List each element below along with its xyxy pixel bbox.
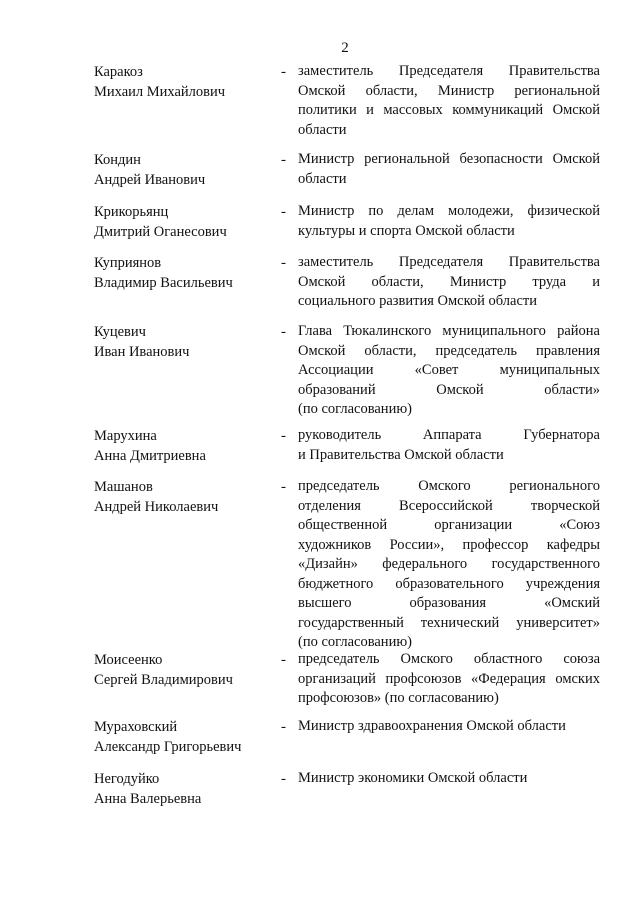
role-line: высшего образования «Омский [298, 595, 600, 611]
member-given-names: Михаил Михайлович [94, 84, 226, 100]
list-dash: - [281, 479, 286, 495]
member-name [94, 150, 274, 190]
member-name [94, 650, 274, 690]
member-role [298, 769, 600, 789]
member-given-names: Анна Валерьевна [94, 791, 202, 807]
member-name [94, 769, 274, 809]
member-given-names: Александр Григорьевич [94, 739, 242, 755]
role-line: (по согласованию) [298, 401, 412, 417]
role-line: (по согласованию) [298, 634, 412, 650]
role-line: Министр региональной безопасности Омской [298, 151, 600, 167]
member-role [298, 62, 600, 140]
member-role [298, 717, 600, 737]
list-dash: - [281, 719, 286, 735]
member-surname: Кондин [94, 152, 141, 168]
member-name [94, 62, 274, 102]
member-role [298, 150, 600, 189]
role-line: заместитель Председателя Правительства [298, 254, 600, 270]
member-surname: Крикорьянц [94, 204, 169, 220]
member-surname: Машанов [94, 479, 153, 495]
member-given-names: Дмитрий Оганесович [94, 224, 227, 240]
member-role [298, 426, 600, 465]
member-name [94, 426, 274, 466]
member-name [94, 717, 274, 757]
list-dash: - [281, 771, 286, 787]
member-surname: Каракоз [94, 64, 143, 80]
role-line: социального развития Омской области [298, 293, 537, 309]
member-name [94, 477, 274, 517]
role-line: общественной организации «Союз [298, 517, 600, 533]
role-line: Министр здравоохранения Омской области [298, 718, 566, 734]
member-name [94, 202, 274, 242]
role-line: Ассоциации «Совет муниципальных [298, 362, 600, 378]
member-name [94, 253, 274, 293]
role-line: председатель Омского областного союза [298, 651, 600, 667]
role-line: области [298, 170, 347, 187]
role-line: Омской области, Министр труда и [298, 273, 600, 290]
role-line: государственный технический университет» [298, 614, 600, 631]
list-dash: - [281, 64, 286, 80]
role-line: культуры и спорта Омской области [298, 222, 515, 239]
member-role [298, 253, 600, 312]
member-given-names: Анна Дмитриевна [94, 448, 206, 464]
role-line: образований Омской области» [298, 381, 600, 398]
role-line: отделения Всероссийской творческой [298, 497, 600, 514]
role-line: Министр по делам молодежи, физической [298, 203, 600, 219]
member-surname: Мураховский [94, 719, 178, 735]
role-line: председатель Омского регионального [298, 478, 600, 494]
member-surname: Куцевич [94, 324, 146, 340]
role-line: бюджетного образовательного учреждения [298, 575, 600, 592]
role-line: профсоюзов» (по согласованию) [298, 690, 499, 706]
list-dash: - [281, 152, 286, 168]
member-given-names: Владимир Васильевич [94, 275, 233, 291]
member-name [94, 322, 274, 362]
list-dash: - [281, 652, 286, 668]
member-role [298, 202, 600, 241]
role-line: Министр экономики Омской области [298, 770, 528, 786]
member-surname: Негодуйко [94, 771, 160, 787]
member-surname: Куприянов [94, 255, 162, 271]
member-given-names: Сергей Владимирович [94, 672, 233, 688]
role-line: заместитель Председателя Правительства [298, 63, 600, 79]
member-role [298, 322, 600, 420]
member-given-names: Андрей Николаевич [94, 499, 219, 515]
role-line: художников России», профессор кафедры [298, 536, 600, 553]
member-surname: Марухина [94, 428, 157, 444]
role-line: «Дизайн» федерального государственного [298, 556, 600, 572]
page-number: 2 [341, 40, 349, 56]
role-line: области [298, 121, 347, 138]
role-line: Глава Тюкалинского муниципального района [298, 323, 600, 339]
member-role [298, 477, 600, 653]
member-given-names: Иван Иванович [94, 344, 190, 360]
role-line: организаций профсоюзов «Федерация омских [298, 670, 600, 687]
list-dash: - [281, 324, 286, 340]
role-line: Омской области, Министр региональной [298, 82, 600, 99]
list-dash: - [281, 428, 286, 444]
role-line: руководитель Аппарата Губернатора [298, 427, 600, 443]
member-role [298, 650, 600, 709]
list-dash: - [281, 204, 286, 220]
role-line: Омской области, председатель правления [298, 342, 600, 359]
role-line: и Правительства Омской области [298, 446, 504, 463]
member-surname: Моисеенко [94, 652, 163, 668]
member-given-names: Андрей Иванович [94, 172, 206, 188]
role-line: политики и массовых коммуникаций Омской [298, 102, 600, 118]
list-dash: - [281, 255, 286, 271]
